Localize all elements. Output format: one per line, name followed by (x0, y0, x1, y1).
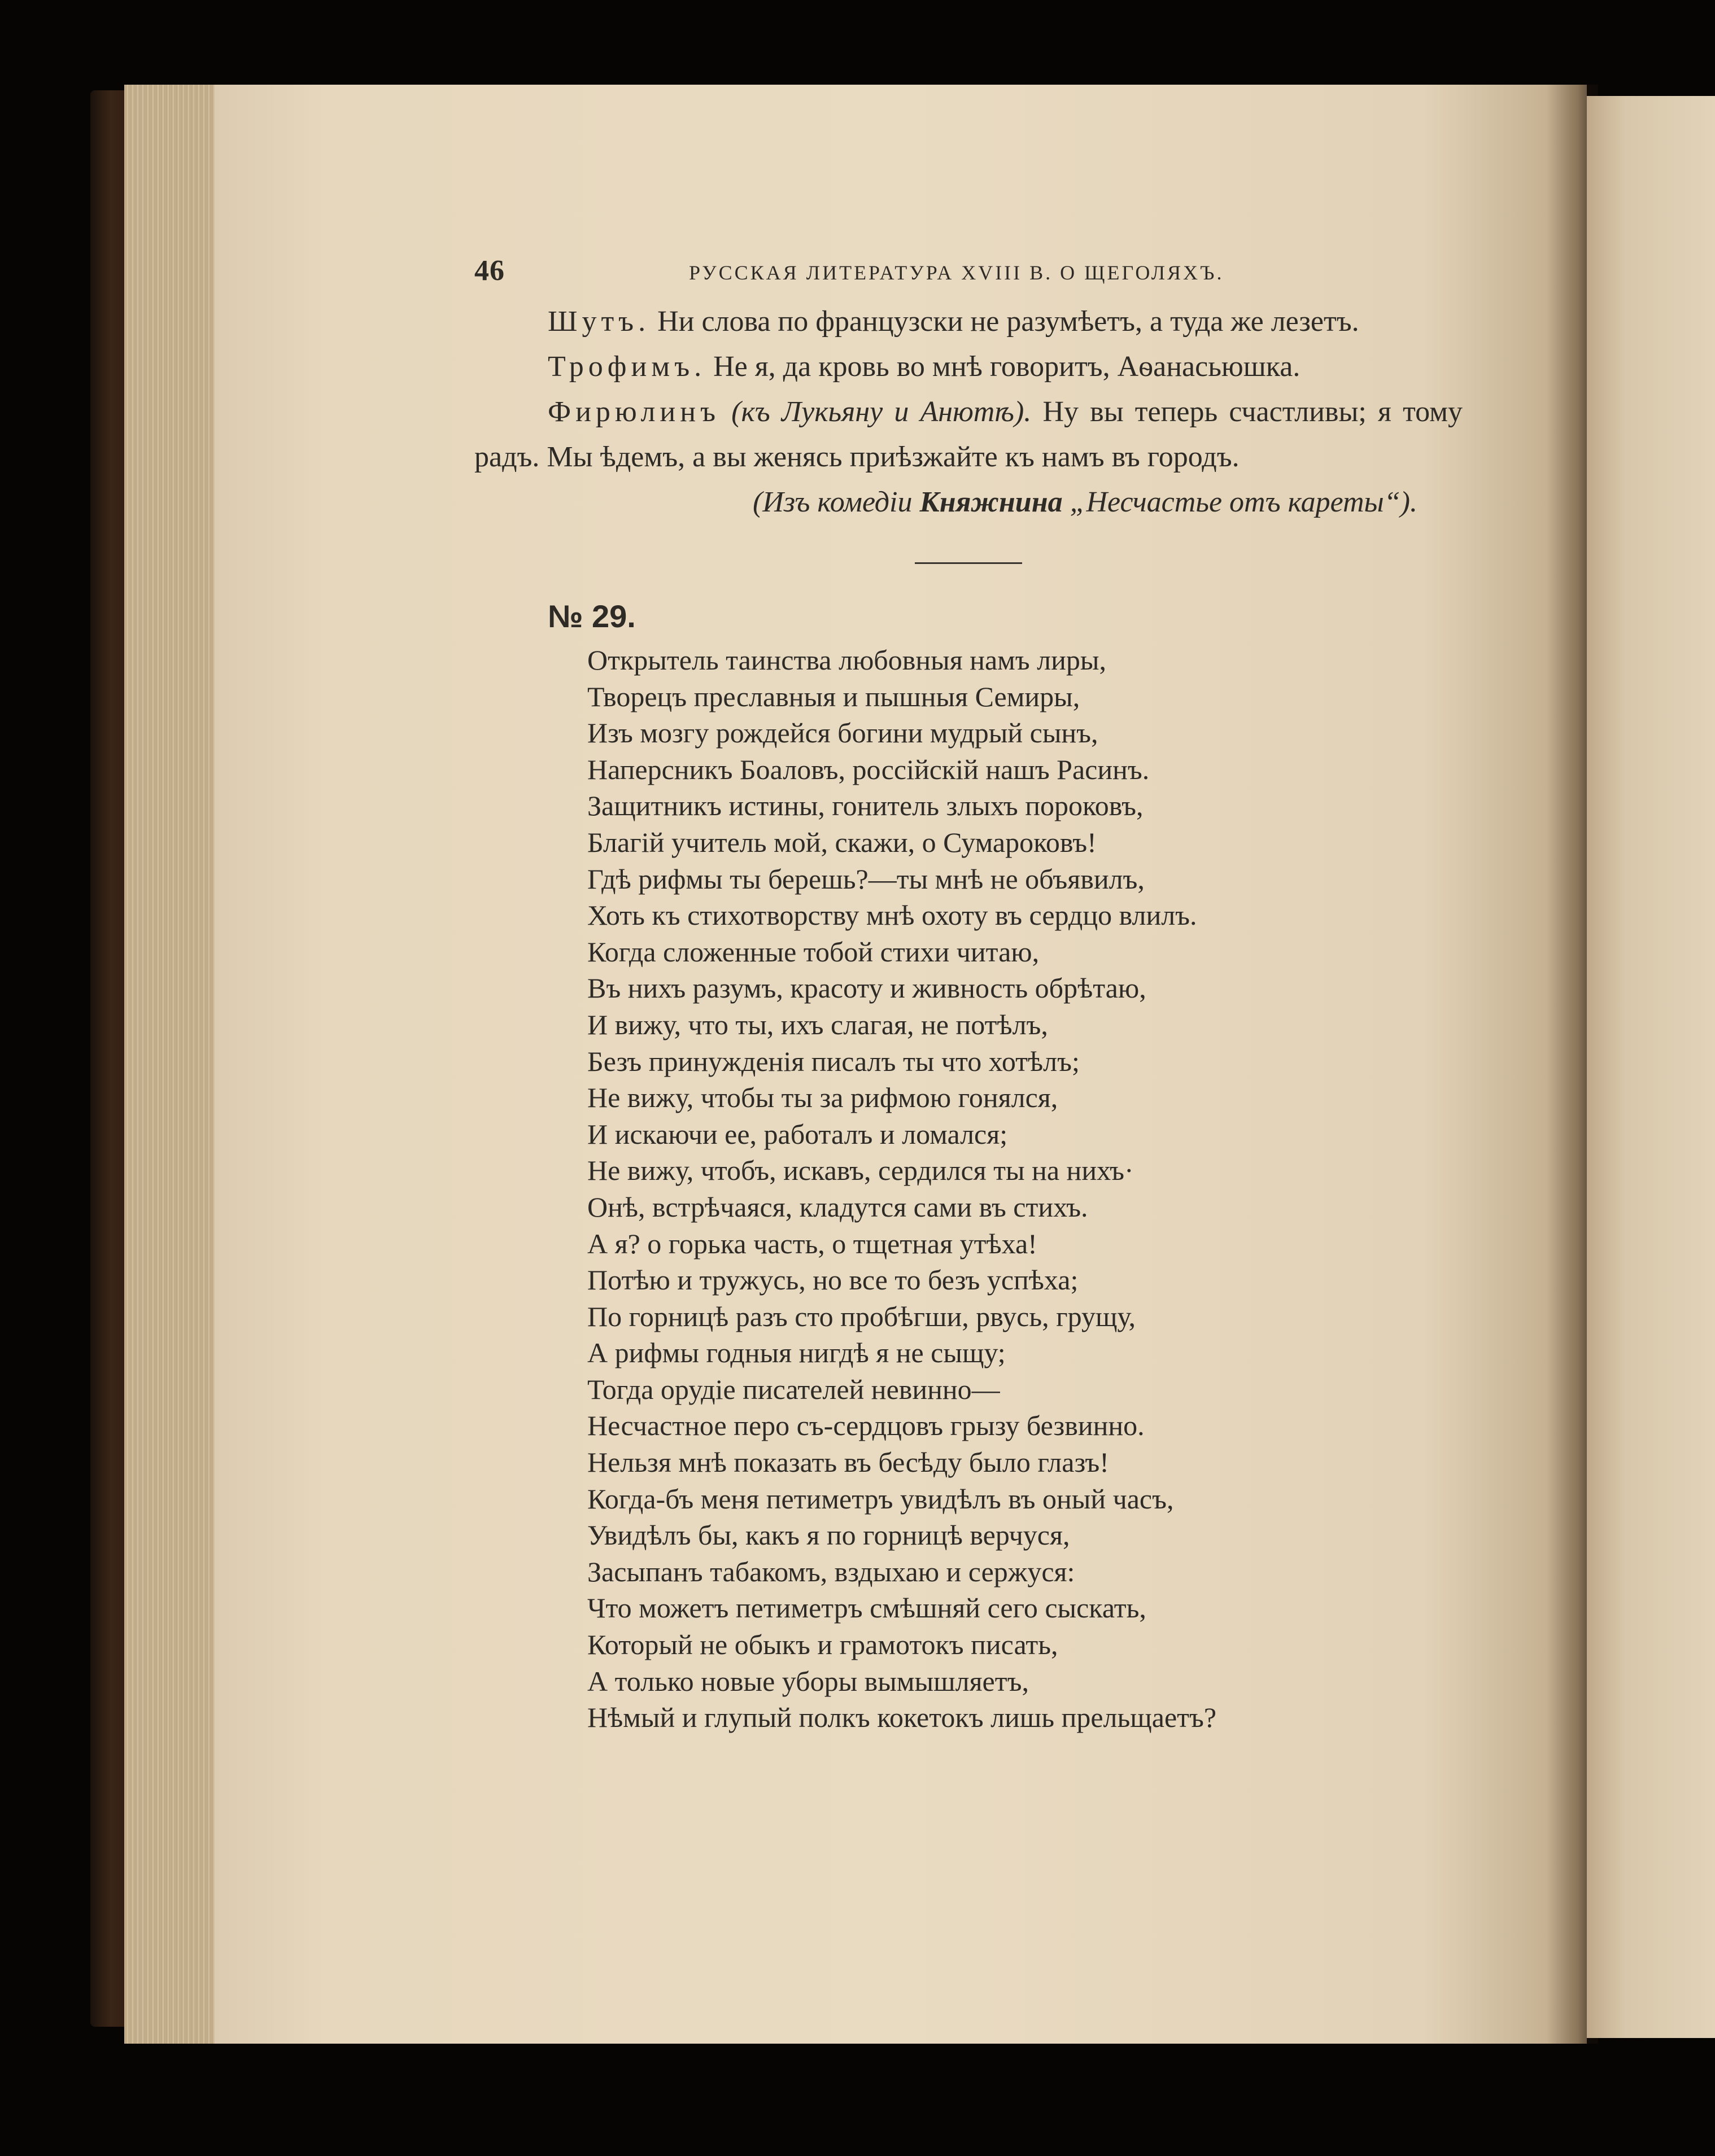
poem-line: Несчастное перо съ-сердцовъ грызу безвинно. (587, 1410, 1145, 1442)
poem-line: И искаючи ее, работалъ и ломался; (587, 1118, 1008, 1150)
running-head-title: РУССКАЯ ЛИТЕРАТУРА XVIII В. О ЩЕГОЛЯХЪ. (689, 261, 1224, 284)
poem-line: Открытель таинства любовныя намъ лиры, (587, 644, 1106, 676)
poem-line: Благій учитель мой, скажи, о Сумароковъ! (587, 826, 1097, 858)
poem-line: И вижу, что ты, ихъ слагая, не потѣлъ, (587, 1008, 1048, 1040)
poem-line: Увидѣлъ бы, какъ я по горницѣ верчуся, (587, 1519, 1070, 1551)
poem-line: Хоть къ стихотворству мнѣ охоту въ сердцо влилъ. (587, 899, 1197, 932)
dialogue-text: Ну вы теперь счастливы; я тому радъ. Мы ѣдемъ, а вы женясь приѣзжайте къ намъ въ городъ. (474, 396, 1463, 473)
poem-line: Что можетъ петиметръ смѣшняй сего сыскать, (587, 1592, 1146, 1624)
dialogue-block (474, 299, 1463, 480)
poem-line: Нѣмый и глупый полкъ кокетокъ лишь прельщаетъ? (587, 1702, 1217, 1734)
poem-line: Потѣю и тружусь, но все то безъ успѣха; (587, 1264, 1079, 1296)
source-citation (474, 480, 1463, 525)
dialogue-line (474, 299, 1463, 344)
speaker-name: Трофимъ. (548, 351, 706, 383)
dialogue-text: Ни слова по французски не разумѣетъ, а туда же лезетъ. (657, 305, 1359, 338)
page-text-block (474, 254, 1463, 1736)
poem-line: По горницѣ разъ сто пробѣгши, рвусь, грущу, (587, 1300, 1136, 1332)
dialogue-line (474, 344, 1463, 390)
poem-line: Безъ принужденія писалъ ты что хотѣлъ; (587, 1045, 1080, 1077)
poem-line: А только новые уборы вымышляетъ, (587, 1665, 1029, 1697)
poem-line: А рифмы годныя нигдѣ я не сыщу; (587, 1337, 1006, 1369)
poem-line: Засыпанъ табакомъ, вздыхаю и сержуся: (587, 1555, 1075, 1588)
poem-line: Который не обыкъ и грамотокъ писать, (587, 1629, 1058, 1661)
poem-line: Не вижу, чтобъ, искавъ, сердился ты на нихъ· (587, 1154, 1134, 1187)
poem-line: Тогда орудіе писателей невинно— (587, 1373, 1000, 1405)
poem-line: Защитникъ истины, гонитель злыхъ пороковъ, (587, 790, 1144, 822)
running-head (474, 254, 1463, 299)
page-number: 46 (474, 255, 505, 287)
poem-line: Онѣ, встрѣчаяся, кладутся сами въ стихъ. (587, 1191, 1088, 1223)
source-title: „Несчастье отъ кареты“). (1062, 486, 1417, 518)
speaker-name: Шутъ. (548, 305, 651, 338)
speaker-name: Фирюлинъ (548, 396, 720, 428)
stage-direction: (къ Лукьяну и Анютѣ). (731, 396, 1032, 428)
poem-line: Не вижу, чтобы ты за рифмою гонялся, (587, 1082, 1058, 1114)
poem-line: Изъ мозгу рождейся богини мудрый сынъ, (587, 717, 1098, 749)
dialogue-text: Не я, да кровь во мнѣ говоритъ, Аѳанасьюшка. (713, 351, 1301, 383)
poem-line: Въ нихъ разумъ, красоту и живность обрѣтаю, (587, 972, 1146, 1004)
page-edges (124, 85, 220, 2044)
poem (587, 642, 1463, 1736)
poem-line: Когда сложенные тобой стихи читаю, (587, 935, 1040, 968)
poem-line: Наперсникъ Боаловъ, россійскій нашъ Расинъ. (587, 753, 1150, 785)
piece-number: № 29. (548, 598, 636, 634)
poem-line: Гдѣ рифмы ты берешь?—ты мнѣ не объявилъ, (587, 863, 1145, 895)
section-divider (915, 562, 1022, 564)
poem-line: Когда-бъ меня петиметръ увидѣлъ въ оный часъ, (587, 1482, 1174, 1515)
book-page-right (1587, 96, 1715, 2038)
dialogue-line (474, 390, 1463, 480)
poem-line: Творецъ преславныя и пышныя Семиры, (587, 680, 1080, 712)
poem-line: А я? о горька часть, о тщетная утѣха! (587, 1227, 1037, 1260)
poem-line: Нельзя мнѣ показать въ бесѣду было глазъ! (587, 1446, 1109, 1479)
source-author: Княжнина (919, 486, 1063, 518)
source-prefix: (Изъ комедіи (752, 486, 920, 518)
